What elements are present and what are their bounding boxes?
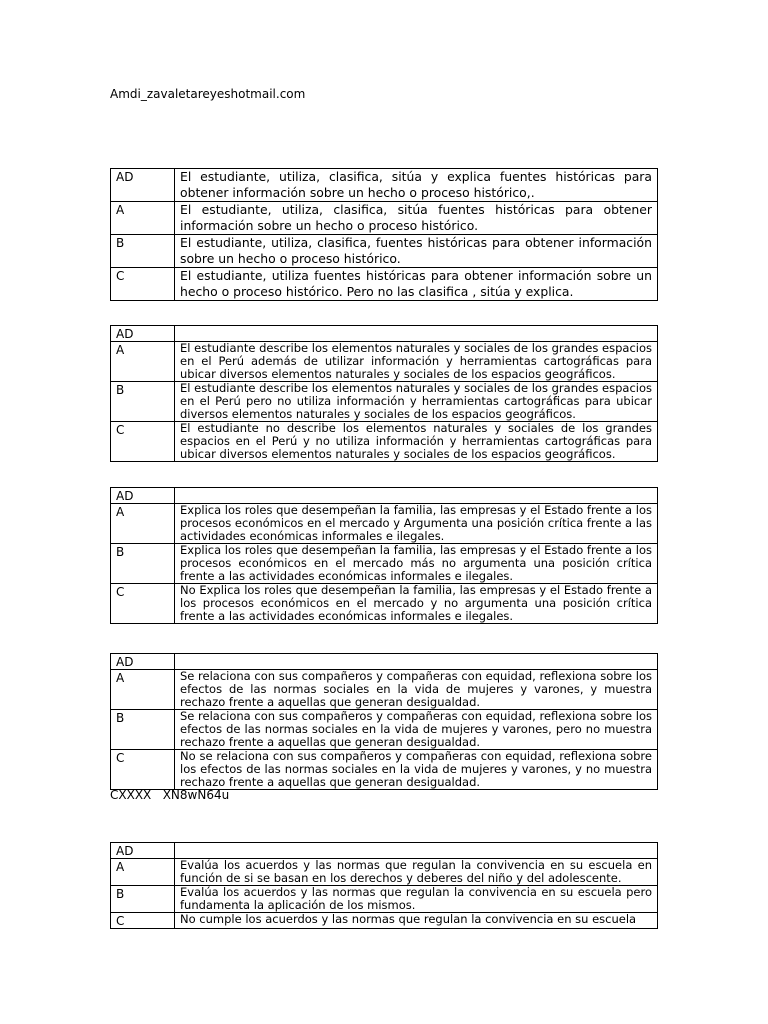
table-row — [111, 422, 658, 462]
rubric-table-coexistence — [110, 842, 658, 929]
level-description: El estudiante describe los elementos naturales y sociales de los grandes espacios en el Perú pero no utiliza información y herramientas cartográficas para ubicar diversos elementos naturales y sociales de los espacios geográficos. — [175, 382, 658, 422]
table-row — [111, 913, 658, 929]
level-description — [175, 488, 658, 504]
level-description: El estudiante, utiliza, clasifica, fuentes históricas para obtener información sobre un hecho o proceso histórico. — [175, 235, 658, 268]
level-description: Explica los roles que desempeñan la familia, las empresas y el Estado frente a los procesos económicos en el mercado más no argumenta una posición crítica frente a las actividades económicas informales e ilegales. — [175, 544, 658, 584]
level-label: A — [111, 504, 175, 544]
table-row — [111, 326, 658, 342]
table-row — [111, 670, 658, 710]
level-label: C — [111, 750, 175, 790]
level-description: No Explica los roles que desempeñan la familia, las empresas y el Estado frente a los procesos económicos en el mercado y no argumenta una posición crítica frente a las actividades económicas informales e ilegales. — [175, 584, 658, 624]
level-label: AD — [111, 488, 175, 504]
rubric-table-geography — [110, 325, 658, 462]
level-label: B — [111, 382, 175, 422]
level-label: B — [111, 235, 175, 268]
level-label: C — [111, 913, 175, 929]
level-label: B — [111, 710, 175, 750]
level-description: El estudiante, utiliza, clasifica, sitúa fuentes históricas para obtener información sobre un hecho o proceso histórico. — [175, 202, 658, 235]
table-row — [111, 504, 658, 544]
level-label: B — [111, 886, 175, 913]
rubric-table-economy — [110, 487, 658, 624]
level-description: No se relaciona con sus compañeros y compañeras con equidad, reflexiona sobre los efectos de las normas sociales en la vida de mujeres y varones, y no muestra rechazo frente a aquellas que generan desigualdad. — [175, 750, 658, 790]
level-description: El estudiante no describe los elementos naturales y sociales de los grandes espacios en el Perú y no utiliza información y herramientas cartográficas para ubicar diversos elementos naturales y sociales de los espacios geográficos. — [175, 422, 658, 462]
table-row — [111, 584, 658, 624]
rubric-table-equity — [110, 653, 658, 790]
table-row — [111, 544, 658, 584]
level-description: El estudiante describe los elementos naturales y sociales de los grandes espacios en el Perú además de utilizar información y herramientas cartográficas para ubicar diversos elementos naturales y sociales de los espacios geográficos. — [175, 342, 658, 382]
note-text: CXXXX XN8wN64u — [110, 788, 230, 802]
level-label: C — [111, 268, 175, 301]
table-row — [111, 843, 658, 859]
author-email: Amdi_zavaletareyeshotmail.com — [110, 87, 306, 101]
level-label: AD — [111, 843, 175, 859]
level-description: Se relaciona con sus compañeros y compañeras con equidad, reflexiona sobre los efectos de las normas sociales en la vida de mujeres y varones, y muestra rechazo frente a aquellas que generan desigualdad. — [175, 670, 658, 710]
table-row — [111, 382, 658, 422]
level-label: B — [111, 544, 175, 584]
level-description: No cumple los acuerdos y las normas que regulan la convivencia en su escuela — [175, 913, 658, 929]
table-row — [111, 710, 658, 750]
table-row — [111, 654, 658, 670]
level-label: AD — [111, 326, 175, 342]
table-row — [111, 488, 658, 504]
level-description: Evalúa los acuerdos y las normas que regulan la convivencia en su escuela pero fundamenta la aplicación de los mismos. — [175, 886, 658, 913]
level-description — [175, 843, 658, 859]
level-label: C — [111, 584, 175, 624]
table-row — [111, 169, 658, 202]
table-row — [111, 268, 658, 301]
table-row — [111, 235, 658, 268]
level-description — [175, 326, 658, 342]
level-label: A — [111, 859, 175, 886]
table-row — [111, 859, 658, 886]
level-label: A — [111, 342, 175, 382]
level-description: El estudiante, utiliza, clasifica, sitúa y explica fuentes históricas para obtener información sobre un hecho o proceso histórico,. — [175, 169, 658, 202]
level-description: Explica los roles que desempeñan la familia, las empresas y el Estado frente a los procesos económicos en el mercado y Argumenta una posición crítica frente a las actividades económicas informales e ilegales. — [175, 504, 658, 544]
level-description — [175, 654, 658, 670]
level-label: A — [111, 202, 175, 235]
table-row — [111, 886, 658, 913]
level-label: A — [111, 670, 175, 710]
level-description: El estudiante, utiliza fuentes históricas para obtener información sobre un hecho o proceso histórico. Pero no las clasifica , sitúa y explica. — [175, 268, 658, 301]
level-label: AD — [111, 169, 175, 202]
rubric-table-sources — [110, 168, 658, 301]
level-label: AD — [111, 654, 175, 670]
table-row — [111, 342, 658, 382]
level-description: Evalúa los acuerdos y las normas que regulan la convivencia en su escuela en función de si se basan en los derechos y deberes del niño y del adolescente. — [175, 859, 658, 886]
table-row — [111, 202, 658, 235]
table-row — [111, 750, 658, 790]
level-label: C — [111, 422, 175, 462]
level-description: Se relaciona con sus compañeros y compañeras con equidad, reflexiona sobre los efectos de las normas sociales en la vida de mujeres y varones, pero no muestra rechazo frente a aquellas que generan desigualdad. — [175, 710, 658, 750]
